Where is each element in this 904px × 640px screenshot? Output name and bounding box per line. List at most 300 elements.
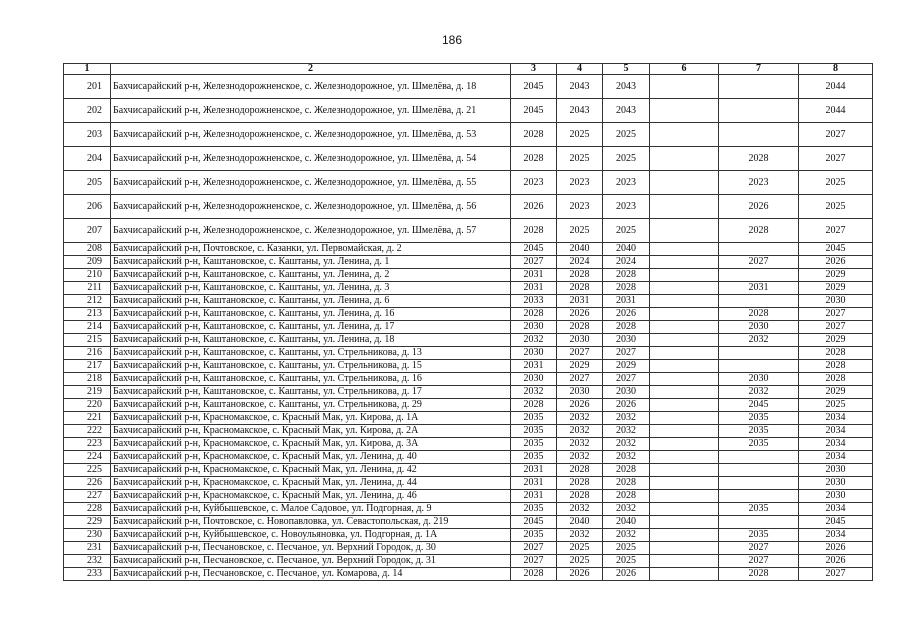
year-cell-col6 xyxy=(650,516,719,529)
year-cell-col8: 2027 xyxy=(799,321,873,334)
address-cell: Бахчисарайский р-н, Почтовское, с. Казанки, ул. Первомайская, д. 2 xyxy=(111,243,511,256)
row-number-cell: 207 xyxy=(64,219,111,243)
column-header: 1 xyxy=(64,64,111,75)
row-number-cell: 217 xyxy=(64,360,111,373)
address-cell: Бахчисарайский р-н, Железнодорожненское, с. Железнодорожное, ул. Шмелёва, д. 57 xyxy=(111,219,511,243)
year-cell-col4: 2027 xyxy=(557,373,603,386)
table-row xyxy=(64,555,873,568)
column-header: 2 xyxy=(111,64,511,75)
address-cell: Бахчисарайский р-н, Красномакское, с. Красный Мак, ул. Ленина, д. 46 xyxy=(111,490,511,503)
year-cell-col7 xyxy=(719,123,799,147)
year-cell-col7: 2030 xyxy=(719,321,799,334)
year-cell-col6 xyxy=(650,477,719,490)
year-cell-col7 xyxy=(719,347,799,360)
year-cell-col5: 2028 xyxy=(603,269,650,282)
year-cell-col4: 2028 xyxy=(557,269,603,282)
year-cell-col4: 2024 xyxy=(557,256,603,269)
table-row xyxy=(64,321,873,334)
table-row xyxy=(64,269,873,282)
table-row xyxy=(64,347,873,360)
row-number-cell: 232 xyxy=(64,555,111,568)
address-cell: Бахчисарайский р-н, Железнодорожненское, с. Железнодорожное, ул. Шмелёва, д. 18 xyxy=(111,75,511,99)
year-cell-col7: 2027 xyxy=(719,542,799,555)
column-header: 5 xyxy=(603,64,650,75)
address-cell: Бахчисарайский р-н, Железнодорожненское, с. Железнодорожное, ул. Шмелёва, д. 53 xyxy=(111,123,511,147)
year-cell-col5: 2026 xyxy=(603,308,650,321)
row-number-cell: 233 xyxy=(64,568,111,581)
address-cell: Бахчисарайский р-н, Каштановское, с. Каштаны, ул. Ленина, д. 6 xyxy=(111,295,511,308)
year-cell-col7: 2023 xyxy=(719,171,799,195)
row-number-cell: 231 xyxy=(64,542,111,555)
year-cell-col7 xyxy=(719,464,799,477)
year-cell-col8: 2028 xyxy=(799,373,873,386)
column-header-row xyxy=(64,64,873,75)
year-cell-col6 xyxy=(650,412,719,425)
address-cell: Бахчисарайский р-н, Каштановское, с. Каштаны, ул. Ленина, д. 18 xyxy=(111,334,511,347)
table-row xyxy=(64,438,873,451)
year-cell-col3: 2031 xyxy=(511,282,557,295)
year-cell-col4: 2032 xyxy=(557,425,603,438)
year-cell-col3: 2035 xyxy=(511,412,557,425)
address-cell: Бахчисарайский р-н, Песчановское, с. Песчаное, ул. Комарова, д. 14 xyxy=(111,568,511,581)
year-cell-col4: 2027 xyxy=(557,347,603,360)
year-cell-col8: 2034 xyxy=(799,451,873,464)
year-cell-col5: 2030 xyxy=(603,386,650,399)
year-cell-col7 xyxy=(719,451,799,464)
year-cell-col8: 2034 xyxy=(799,529,873,542)
year-cell-col5: 2043 xyxy=(603,99,650,123)
year-cell-col7: 2026 xyxy=(719,195,799,219)
row-number-cell: 227 xyxy=(64,490,111,503)
year-cell-col4: 2028 xyxy=(557,282,603,295)
year-cell-col4: 2032 xyxy=(557,503,603,516)
year-cell-col4: 2023 xyxy=(557,195,603,219)
year-cell-col5: 2043 xyxy=(603,75,650,99)
year-cell-col3: 2028 xyxy=(511,147,557,171)
year-cell-col7 xyxy=(719,243,799,256)
year-cell-col3: 2045 xyxy=(511,243,557,256)
year-cell-col8: 2027 xyxy=(799,568,873,581)
year-cell-col3: 2028 xyxy=(511,399,557,412)
year-cell-col7: 2027 xyxy=(719,256,799,269)
year-cell-col3: 2028 xyxy=(511,219,557,243)
year-cell-col5: 2032 xyxy=(603,425,650,438)
address-cell: Бахчисарайский р-н, Каштановское, с. Каштаны, ул. Стрельникова, д. 15 xyxy=(111,360,511,373)
year-cell-col7 xyxy=(719,360,799,373)
address-cell: Бахчисарайский р-н, Каштановское, с. Каштаны, ул. Стрельникова, д. 13 xyxy=(111,347,511,360)
table-row xyxy=(64,386,873,399)
row-number-cell: 202 xyxy=(64,99,111,123)
year-cell-col8: 2034 xyxy=(799,503,873,516)
year-cell-col5: 2029 xyxy=(603,360,650,373)
year-cell-col7 xyxy=(719,516,799,529)
year-cell-col5: 2023 xyxy=(603,171,650,195)
year-cell-col7: 2028 xyxy=(719,568,799,581)
year-cell-col5: 2030 xyxy=(603,334,650,347)
address-cell: Бахчисарайский р-н, Каштановское, с. Каштаны, ул. Ленина, д. 16 xyxy=(111,308,511,321)
row-number-cell: 204 xyxy=(64,147,111,171)
year-cell-col4: 2030 xyxy=(557,334,603,347)
year-cell-col4: 2032 xyxy=(557,438,603,451)
year-cell-col6 xyxy=(650,321,719,334)
year-cell-col8: 2025 xyxy=(799,195,873,219)
year-cell-col4: 2043 xyxy=(557,99,603,123)
table-row xyxy=(64,425,873,438)
year-cell-col4: 2029 xyxy=(557,360,603,373)
year-cell-col3: 2045 xyxy=(511,99,557,123)
table-row xyxy=(64,360,873,373)
column-header: 4 xyxy=(557,64,603,75)
year-cell-col3: 2035 xyxy=(511,451,557,464)
row-number-cell: 214 xyxy=(64,321,111,334)
table-row xyxy=(64,451,873,464)
year-cell-col8: 2029 xyxy=(799,386,873,399)
year-cell-col6 xyxy=(650,438,719,451)
year-cell-col7: 2035 xyxy=(719,529,799,542)
year-cell-col7: 2035 xyxy=(719,425,799,438)
address-cell: Бахчисарайский р-н, Куйбышевское, с. Малое Садовое, ул. Подгорная, д. 9 xyxy=(111,503,511,516)
column-header: 6 xyxy=(650,64,719,75)
year-cell-col6 xyxy=(650,334,719,347)
year-cell-col5: 2028 xyxy=(603,321,650,334)
year-cell-col3: 2027 xyxy=(511,542,557,555)
year-cell-col4: 2026 xyxy=(557,568,603,581)
year-cell-col4: 2025 xyxy=(557,555,603,568)
year-cell-col4: 2032 xyxy=(557,451,603,464)
year-cell-col6 xyxy=(650,490,719,503)
row-number-cell: 206 xyxy=(64,195,111,219)
column-header: 8 xyxy=(799,64,873,75)
year-cell-col6 xyxy=(650,195,719,219)
year-cell-col6 xyxy=(650,399,719,412)
year-cell-col6 xyxy=(650,75,719,99)
column-header: 7 xyxy=(719,64,799,75)
row-number-cell: 208 xyxy=(64,243,111,256)
row-number-cell: 218 xyxy=(64,373,111,386)
row-number-cell: 223 xyxy=(64,438,111,451)
year-cell-col3: 2023 xyxy=(511,171,557,195)
year-cell-col8: 2027 xyxy=(799,219,873,243)
year-cell-col5: 2031 xyxy=(603,295,650,308)
year-cell-col8: 2028 xyxy=(799,347,873,360)
year-cell-col3: 2035 xyxy=(511,438,557,451)
table-row xyxy=(64,123,873,147)
table-row xyxy=(64,99,873,123)
year-cell-col5: 2028 xyxy=(603,282,650,295)
year-cell-col6 xyxy=(650,373,719,386)
year-cell-col8: 2025 xyxy=(799,399,873,412)
year-cell-col3: 2028 xyxy=(511,123,557,147)
year-cell-col6 xyxy=(650,256,719,269)
year-cell-col3: 2031 xyxy=(511,464,557,477)
table-row xyxy=(64,219,873,243)
year-cell-col8: 2027 xyxy=(799,308,873,321)
year-cell-col3: 2030 xyxy=(511,347,557,360)
year-cell-col3: 2030 xyxy=(511,321,557,334)
year-cell-col7: 2035 xyxy=(719,412,799,425)
year-cell-col6 xyxy=(650,282,719,295)
year-cell-col6 xyxy=(650,555,719,568)
table-row xyxy=(64,490,873,503)
address-cell: Бахчисарайский р-н, Почтовское, с. Новопавловка, ул. Севастопольская, д. 219 xyxy=(111,516,511,529)
year-cell-col8: 2045 xyxy=(799,516,873,529)
year-cell-col6 xyxy=(650,360,719,373)
table-row xyxy=(64,147,873,171)
table-row xyxy=(64,171,873,195)
year-cell-col4: 2025 xyxy=(557,147,603,171)
year-cell-col8: 2029 xyxy=(799,334,873,347)
year-cell-col4: 2026 xyxy=(557,308,603,321)
year-cell-col8: 2034 xyxy=(799,412,873,425)
year-cell-col7: 2032 xyxy=(719,386,799,399)
address-cell: Бахчисарайский р-н, Красномакское, с. Красный Мак, ул. Ленина, д. 42 xyxy=(111,464,511,477)
table-row xyxy=(64,256,873,269)
year-cell-col5: 2023 xyxy=(603,195,650,219)
year-cell-col6 xyxy=(650,171,719,195)
year-cell-col7: 2028 xyxy=(719,219,799,243)
year-cell-col4: 2032 xyxy=(557,529,603,542)
table-row xyxy=(64,243,873,256)
year-cell-col3: 2045 xyxy=(511,516,557,529)
year-cell-col5: 2025 xyxy=(603,542,650,555)
year-cell-col6 xyxy=(650,308,719,321)
address-cell: Бахчисарайский р-н, Каштановское, с. Каштаны, ул. Ленина, д. 17 xyxy=(111,321,511,334)
year-cell-col5: 2028 xyxy=(603,477,650,490)
address-cell: Бахчисарайский р-н, Красномакское, с. Красный Мак, ул. Ленина, д. 40 xyxy=(111,451,511,464)
year-cell-col7 xyxy=(719,490,799,503)
address-cell: Бахчисарайский р-н, Красномакское, с. Красный Мак, ул. Кирова, д. 2А xyxy=(111,425,511,438)
row-number-cell: 215 xyxy=(64,334,111,347)
year-cell-col5: 2032 xyxy=(603,529,650,542)
table-row xyxy=(64,516,873,529)
address-cell: Бахчисарайский р-н, Каштановское, с. Каштаны, ул. Стрельникова, д. 29 xyxy=(111,399,511,412)
row-number-cell: 224 xyxy=(64,451,111,464)
address-cell: Бахчисарайский р-н, Железнодорожненское, с. Железнодорожное, ул. Шмелёва, д. 56 xyxy=(111,195,511,219)
year-cell-col7: 2030 xyxy=(719,373,799,386)
year-cell-col4: 2025 xyxy=(557,542,603,555)
year-cell-col8: 2026 xyxy=(799,542,873,555)
row-number-cell: 201 xyxy=(64,75,111,99)
table-row xyxy=(64,503,873,516)
row-number-cell: 219 xyxy=(64,386,111,399)
year-cell-col6 xyxy=(650,386,719,399)
year-cell-col3: 2035 xyxy=(511,425,557,438)
year-cell-col6 xyxy=(650,425,719,438)
year-cell-col3: 2031 xyxy=(511,269,557,282)
year-cell-col3: 2031 xyxy=(511,490,557,503)
address-cell: Бахчисарайский р-н, Каштановское, с. Каштаны, ул. Стрельникова, д. 16 xyxy=(111,373,511,386)
year-cell-col8: 2045 xyxy=(799,243,873,256)
table-row xyxy=(64,568,873,581)
year-cell-col8: 2034 xyxy=(799,438,873,451)
address-cell: Бахчисарайский р-н, Каштановское, с. Каштаны, ул. Ленина, д. 3 xyxy=(111,282,511,295)
year-cell-col5: 2025 xyxy=(603,555,650,568)
row-number-cell: 213 xyxy=(64,308,111,321)
year-cell-col6 xyxy=(650,568,719,581)
year-cell-col5: 2026 xyxy=(603,568,650,581)
year-cell-col6 xyxy=(650,99,719,123)
year-cell-col7: 2032 xyxy=(719,334,799,347)
year-cell-col3: 2027 xyxy=(511,256,557,269)
year-cell-col8: 2044 xyxy=(799,75,873,99)
year-cell-col7: 2035 xyxy=(719,438,799,451)
table-row xyxy=(64,75,873,99)
year-cell-col8: 2028 xyxy=(799,360,873,373)
row-number-cell: 209 xyxy=(64,256,111,269)
address-cell: Бахчисарайский р-н, Песчановское, с. Песчаное, ул. Верхний Городок, д. 30 xyxy=(111,542,511,555)
year-cell-col7: 2035 xyxy=(719,503,799,516)
year-cell-col6 xyxy=(650,347,719,360)
table-row xyxy=(64,295,873,308)
year-cell-col8: 2026 xyxy=(799,256,873,269)
year-cell-col8: 2030 xyxy=(799,295,873,308)
year-cell-col6 xyxy=(650,269,719,282)
year-cell-col7 xyxy=(719,269,799,282)
year-cell-col3: 2028 xyxy=(511,308,557,321)
year-cell-col4: 2028 xyxy=(557,490,603,503)
year-cell-col5: 2027 xyxy=(603,347,650,360)
year-cell-col3: 2035 xyxy=(511,503,557,516)
year-cell-col3: 2031 xyxy=(511,360,557,373)
row-number-cell: 210 xyxy=(64,269,111,282)
year-cell-col5: 2027 xyxy=(603,373,650,386)
address-cell: Бахчисарайский р-н, Каштановское, с. Каштаны, ул. Ленина, д. 1 xyxy=(111,256,511,269)
year-cell-col4: 2040 xyxy=(557,243,603,256)
year-cell-col4: 2031 xyxy=(557,295,603,308)
table-row xyxy=(64,282,873,295)
year-cell-col8: 2027 xyxy=(799,123,873,147)
year-cell-col3: 2045 xyxy=(511,75,557,99)
year-cell-col5: 2025 xyxy=(603,123,650,147)
year-cell-col7 xyxy=(719,477,799,490)
address-cell: Бахчисарайский р-н, Куйбышевское, с. Новоульяновка, ул. Подгорная, д. 1А xyxy=(111,529,511,542)
table-row xyxy=(64,412,873,425)
year-cell-col4: 2023 xyxy=(557,171,603,195)
year-cell-col7 xyxy=(719,75,799,99)
row-number-cell: 225 xyxy=(64,464,111,477)
row-number-cell: 229 xyxy=(64,516,111,529)
table-row xyxy=(64,477,873,490)
year-cell-col3: 2033 xyxy=(511,295,557,308)
year-cell-col8: 2044 xyxy=(799,99,873,123)
year-cell-col4: 2032 xyxy=(557,412,603,425)
row-number-cell: 212 xyxy=(64,295,111,308)
year-cell-col6 xyxy=(650,243,719,256)
year-cell-col8: 2034 xyxy=(799,425,873,438)
year-cell-col4: 2028 xyxy=(557,477,603,490)
year-cell-col6 xyxy=(650,542,719,555)
year-cell-col4: 2025 xyxy=(557,123,603,147)
year-cell-col8: 2025 xyxy=(799,171,873,195)
table-row xyxy=(64,195,873,219)
year-cell-col7 xyxy=(719,295,799,308)
year-cell-col4: 2025 xyxy=(557,219,603,243)
row-number-cell: 216 xyxy=(64,347,111,360)
year-cell-col5: 2028 xyxy=(603,490,650,503)
year-cell-col6 xyxy=(650,147,719,171)
row-number-cell: 230 xyxy=(64,529,111,542)
column-header: 3 xyxy=(511,64,557,75)
address-cell: Бахчисарайский р-н, Красномакское, с. Красный Мак, ул. Кирова, д. 3А xyxy=(111,438,511,451)
year-cell-col7: 2027 xyxy=(719,555,799,568)
year-cell-col3: 2028 xyxy=(511,568,557,581)
year-cell-col5: 2026 xyxy=(603,399,650,412)
year-cell-col7: 2031 xyxy=(719,282,799,295)
year-cell-col5: 2032 xyxy=(603,451,650,464)
row-number-cell: 228 xyxy=(64,503,111,516)
table-row xyxy=(64,399,873,412)
year-cell-col3: 2032 xyxy=(511,334,557,347)
address-cell: Бахчисарайский р-н, Железнодорожненское, с. Железнодорожное, ул. Шмелёва, д. 55 xyxy=(111,171,511,195)
year-cell-col3: 2027 xyxy=(511,555,557,568)
year-cell-col5: 2024 xyxy=(603,256,650,269)
year-cell-col8: 2029 xyxy=(799,282,873,295)
row-number-cell: 205 xyxy=(64,171,111,195)
year-cell-col5: 2040 xyxy=(603,243,650,256)
year-cell-col3: 2031 xyxy=(511,477,557,490)
year-cell-col5: 2032 xyxy=(603,503,650,516)
year-cell-col3: 2026 xyxy=(511,195,557,219)
year-cell-col6 xyxy=(650,123,719,147)
year-cell-col5: 2025 xyxy=(603,147,650,171)
table-row xyxy=(64,464,873,477)
year-cell-col3: 2030 xyxy=(511,373,557,386)
address-cell: Бахчисарайский р-н, Красномакское, с. Красный Мак, ул. Кирова, д. 1А xyxy=(111,412,511,425)
year-cell-col7: 2045 xyxy=(719,399,799,412)
year-cell-col8: 2030 xyxy=(799,464,873,477)
year-cell-col4: 2040 xyxy=(557,516,603,529)
year-cell-col7: 2028 xyxy=(719,308,799,321)
address-cell: Бахчисарайский р-н, Железнодорожненское, с. Железнодорожное, ул. Шмелёва, д. 54 xyxy=(111,147,511,171)
address-cell: Бахчисарайский р-н, Каштановское, с. Каштаны, ул. Ленина, д. 2 xyxy=(111,269,511,282)
year-cell-col4: 2043 xyxy=(557,75,603,99)
table-row xyxy=(64,334,873,347)
year-cell-col6 xyxy=(650,295,719,308)
year-cell-col6 xyxy=(650,451,719,464)
year-cell-col8: 2030 xyxy=(799,477,873,490)
year-cell-col5: 2032 xyxy=(603,438,650,451)
year-cell-col6 xyxy=(650,219,719,243)
row-number-cell: 221 xyxy=(64,412,111,425)
address-cell: Бахчисарайский р-н, Железнодорожненское, с. Железнодорожное, ул. Шмелёва, д. 21 xyxy=(111,99,511,123)
row-number-cell: 211 xyxy=(64,282,111,295)
year-cell-col4: 2030 xyxy=(557,386,603,399)
year-cell-col5: 2032 xyxy=(603,412,650,425)
year-cell-col6 xyxy=(650,529,719,542)
table-row xyxy=(64,542,873,555)
year-cell-col6 xyxy=(650,464,719,477)
year-cell-col8: 2027 xyxy=(799,147,873,171)
year-cell-col4: 2028 xyxy=(557,321,603,334)
table-row xyxy=(64,529,873,542)
address-cell: Бахчисарайский р-н, Песчановское, с. Песчаное, ул. Верхний Городок, д. 31 xyxy=(111,555,511,568)
row-number-cell: 222 xyxy=(64,425,111,438)
address-cell: Бахчисарайский р-н, Красномакское, с. Красный Мак, ул. Ленина, д. 44 xyxy=(111,477,511,490)
row-number-cell: 203 xyxy=(64,123,111,147)
row-number-cell: 226 xyxy=(64,477,111,490)
year-cell-col7: 2028 xyxy=(719,147,799,171)
table-row xyxy=(64,308,873,321)
year-cell-col8: 2029 xyxy=(799,269,873,282)
year-cell-col5: 2040 xyxy=(603,516,650,529)
row-number-cell: 220 xyxy=(64,399,111,412)
year-cell-col8: 2030 xyxy=(799,490,873,503)
address-cell: Бахчисарайский р-н, Каштановское, с. Каштаны, ул. Стрельникова, д. 17 xyxy=(111,386,511,399)
page-number: 186 xyxy=(441,33,463,47)
year-cell-col6 xyxy=(650,503,719,516)
year-cell-col8: 2026 xyxy=(799,555,873,568)
table-row xyxy=(64,373,873,386)
